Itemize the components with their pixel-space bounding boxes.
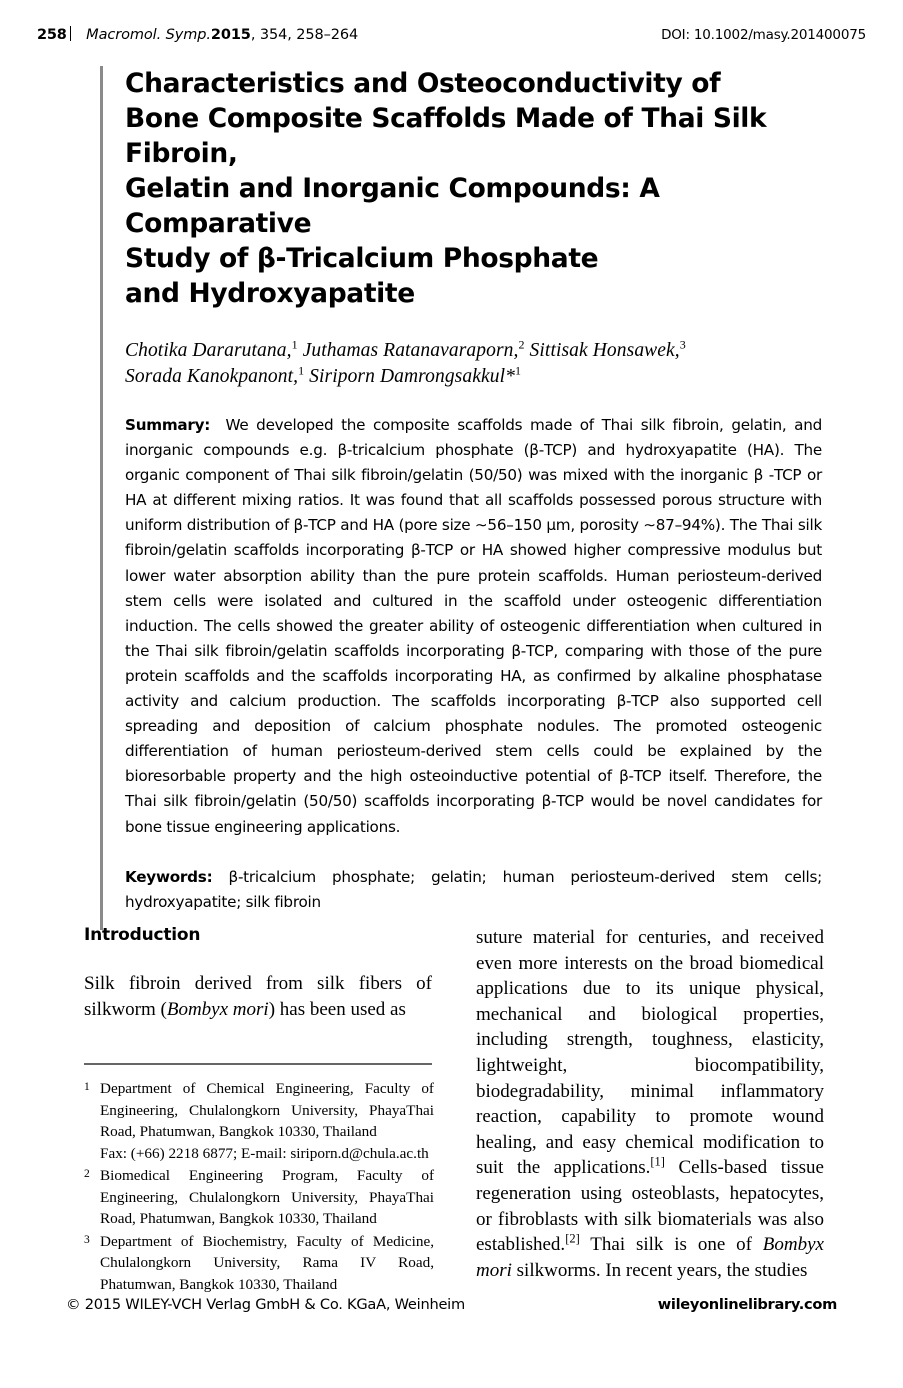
footnote-1-text: Department of Chemical Engineering, Faculty of Engineering, Chulalongkorn University, PhayaThai Road, Phatumwan, Bangkok 10330, Thailand (100, 1080, 434, 1140)
intro-text-b: ) has been used as (268, 998, 406, 1020)
publisher-website-link[interactable]: wileyonlinelibrary.com (657, 1296, 837, 1313)
title-line-4: Study of β-Tricalcium Phosphate (125, 243, 599, 274)
title-line-5: and Hydroxyapatite (125, 278, 415, 309)
citation-ref-2[interactable]: [2] (565, 1231, 580, 1246)
intro-paragraph-left (84, 971, 432, 1022)
keywords-label: Keywords: (125, 867, 213, 886)
title-line-3: Gelatin and Inorganic Compounds: A Comparative (125, 173, 660, 239)
author-1-affil: 1 (291, 337, 298, 352)
summary-text: We developed the composite scaffolds made of Thai silk fibroin, gelatin, and inorganic compounds e.g. β-tricalcium phosphate (β-TCP) and hydroxyapatite (HA). The organic component of Thai silk fibroin/gelatin (50/50) was mixed with the inorganic β -TCP or HA at different mixing ratios. It was found that all scaffolds possessed porous structure with uniform distribution of β-TCP and HA (pore size ∼56–150 μm, porosity ∼87–94%). The Thai silk fibroin/gelatin scaffolds incorporating β-TCP or HA showed higher compressive modulus but lower water absorption ability than the pure protein scaffolds. Human periosteum-derived stem cells were isolated and cultured in the scaffold under osteogenic differentiation induction. The cells showed the greater ability of osteogenic differentiation when cultured in the Thai silk fibroin/gelatin scaffolds incorporating β-TCP, comparing with those of the pure protein scaffolds and the scaffolds incorporating HA, as confirmed by alkaline phosphatase activity and calcium production. The scaffolds incorporating β-TCP also supported cell spreading and deposition of calcium phosphate nodules. The promoted osteogenic differentiation of human periosteum-derived stem cells could be explained by the bioresorbable property and the high osteoinductive potential of β-TCP itself. Therefore, the Thai silk fibroin/gelatin (50/50) scaffolds incorporating β-TCP would be novel candidates for bone tissue engineering applications. (125, 416, 822, 836)
footnote-1-contact: Fax: (+66) 2218 6877; E-mail: siriporn.d@chula.ac.th (100, 1144, 429, 1162)
keywords-text: β-tricalcium phosphate; gelatin; human periosteum-derived stem cells; hydroxyapatite; silk fibroin (125, 867, 823, 911)
citation-ref-1[interactable]: [1] (650, 1155, 665, 1170)
title-line-1: Characteristics and Osteoconductivity of (125, 68, 721, 99)
intro-paragraph-right (476, 925, 824, 1283)
journal-citation (86, 27, 358, 43)
running-head-left (37, 24, 358, 43)
footnote-1-marker: 1 (84, 1081, 90, 1093)
page-number: 258 (37, 27, 67, 43)
footnote-2 (84, 1165, 434, 1230)
right-text-d: silkworms. In recent years, the studies (511, 1259, 808, 1281)
author-2: Juthamas Ratanavaraporn, (297, 340, 519, 361)
intro-text-a: Silk fibroin derived from silk fibers of silkworm ( (84, 973, 432, 1020)
species-name-bombyx-mori: Bombyx mori (166, 998, 269, 1020)
author-3-affil: 3 (679, 337, 686, 352)
journal-year: 2015 (210, 27, 251, 43)
page-title (125, 66, 822, 311)
footnotes (84, 1078, 434, 1296)
author-3: Sittisak Honsawek, (524, 340, 680, 361)
summary-paragraph (125, 413, 822, 840)
author-list (125, 338, 822, 389)
author-1: Chotika Dararutana, (125, 340, 292, 361)
author-4: Sorada Kanokpanont, (125, 365, 299, 387)
folio-divider (70, 26, 72, 41)
right-text-c: Thai silk is one of (579, 1234, 763, 1256)
section-heading-introduction: Introduction (84, 925, 201, 945)
footnote-3-marker: 3 (84, 1233, 90, 1246)
right-text-b: Cells-based tissue regeneration using osteoblasts, hepatocytes, or fibroblasts with silk biomaterials was also established. (476, 1157, 824, 1256)
footnote-2-marker: 2 (84, 1168, 90, 1180)
running-head (37, 24, 866, 46)
page-footer (66, 1296, 837, 1313)
column-left (84, 925, 432, 1022)
footnote-1-body (100, 1078, 434, 1164)
keywords-paragraph (125, 865, 822, 915)
abstract-block (100, 66, 822, 930)
author-2-affil: 2 (518, 337, 525, 352)
footnote-1 (84, 1078, 434, 1164)
summary-label: Summary: (125, 416, 211, 434)
author-5-affil: 1 (514, 363, 522, 377)
title-line-2: Bone Composite Scaffolds Made of Thai Silk Fibroin, (125, 103, 767, 169)
right-text-a: suture material for centuries, and received even more interests on the broad biomedical applications due to its unique physical, mechanical and biological properties, including strength, toughness, elasticity, lightweight, biocompatibility, biodegradability, minimal inflammatory reaction, capability to promote wound healing, and easy chemical modification to suit the applications. (476, 927, 824, 1179)
journal-volume-pages: , 354, 258–264 (250, 27, 359, 43)
footnote-2-text: Biomedical Engineering Program, Faculty of Engineering, Chulalongkorn University, PhayaThai Road, Phatumwan, Bangkok 10330, Thailand (100, 1167, 434, 1227)
column-right (476, 925, 824, 1283)
copyright-notice: © 2015 WILEY-VCH Verlag GmbH & Co. KGaA, Weinheim (66, 1296, 465, 1313)
doi: DOI: 10.1002/masy.201400075 (661, 27, 866, 43)
author-4-affil: 1 (298, 363, 305, 377)
footnote-separator (84, 1063, 432, 1065)
footnote-3-text: Department of Biochemistry, Faculty of Medicine, Chulalongkorn University, Rama IV Road, Phatumwan, Bangkok 10330, Thailand (100, 1232, 434, 1293)
author-5: Siriporn Damrongsakkul* (304, 365, 515, 387)
footnote-3 (84, 1231, 434, 1296)
journal-name: Macromol. Symp. (86, 27, 211, 43)
species-name-bombyx-mori-2: Bombyx mori (476, 1234, 824, 1281)
